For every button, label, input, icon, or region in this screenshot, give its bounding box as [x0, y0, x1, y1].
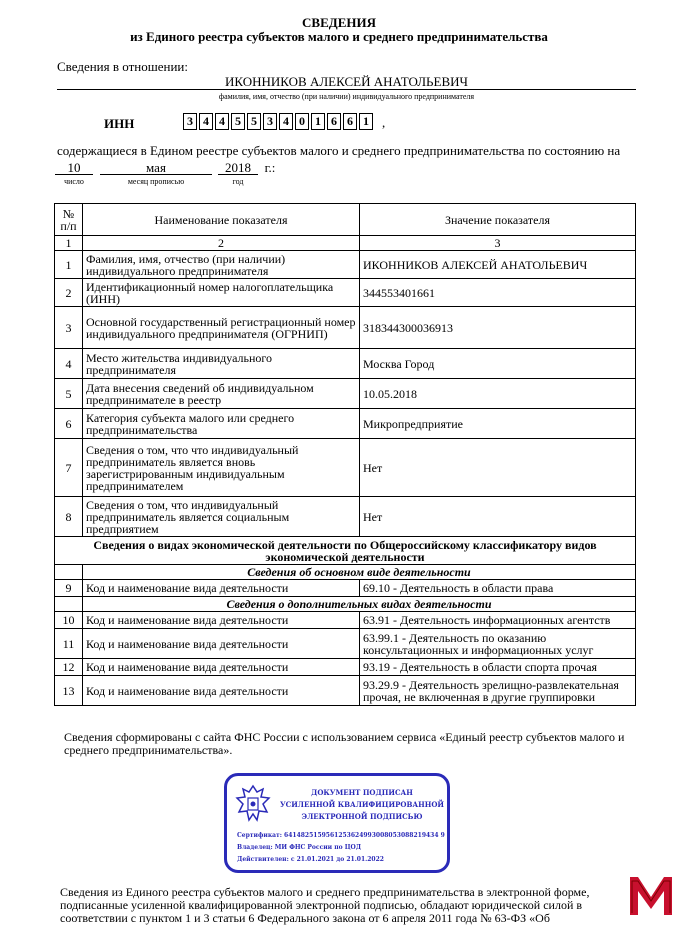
row-value: 63.99.1 - Деятельность по оказанию консультационных и информационных услуг	[360, 629, 636, 659]
table-row	[55, 629, 636, 659]
head-num: № п/п	[55, 204, 83, 236]
fio-value: ИКОННИКОВ АЛЕКСЕЙ АНАТОЛЬЕВИЧ	[225, 74, 468, 89]
stamp-line3: ЭЛЕКТРОННОЙ ПОДПИСЬЮ	[301, 812, 423, 821]
date-day-line	[55, 174, 93, 175]
stamp-owner: Владелец: МИ ФНС России по ЦОД	[237, 844, 362, 851]
date-row	[0, 160, 678, 190]
index-cell: 2	[83, 236, 360, 251]
table-row	[55, 204, 636, 236]
row-value: 69.10 - Деятельность в области права	[360, 580, 636, 597]
date-day: 10	[67, 160, 81, 175]
row-num: 2	[55, 279, 83, 307]
row-value: 93.19 - Деятельность в области спорта прочая	[360, 659, 636, 676]
date-month-line	[100, 174, 212, 175]
row-name: Место жительства индивидуального предпринимателя	[83, 349, 360, 379]
table-row	[55, 307, 636, 349]
table-row	[55, 612, 636, 629]
inn-digit-box: 4	[215, 113, 229, 130]
date-month-caption: месяц прописью	[127, 177, 185, 186]
emblem-icon	[233, 782, 273, 826]
head-name: Наименование показателя	[83, 204, 360, 236]
row-name: Код и наименование вида деятельности	[83, 659, 360, 676]
table-row	[55, 597, 636, 612]
row-name: Сведения о том, что индивидуальный предприниматель является социальным предприятием	[83, 497, 360, 537]
table-row	[55, 251, 636, 279]
inn-digit-box: 6	[327, 113, 341, 130]
inn-digit-box: 1	[359, 113, 373, 130]
table-row	[55, 409, 636, 439]
inn-digit-box: 4	[199, 113, 213, 130]
inn-comma: ,	[382, 115, 386, 130]
blank-num	[55, 597, 83, 612]
inn-digit-box: 4	[279, 113, 293, 130]
row-num: 8	[55, 497, 83, 537]
fio-caption: фамилия, имя, отчество (при наличии) индивидуального предпринимателя	[218, 92, 475, 101]
row-name: Код и наименование вида деятельности	[83, 580, 360, 597]
table-row	[55, 349, 636, 379]
inn-boxes	[183, 113, 375, 130]
row-name: Фамилия, имя, отчество (при наличии) индивидуального предпринимателя	[83, 251, 360, 279]
doc-title: СВЕДЕНИЯ	[302, 15, 376, 30]
row-value: Микропредприятие	[360, 409, 636, 439]
row-num: 11	[55, 629, 83, 659]
row-name: Дата внесения сведений об индивидуальном предпринимателе в реестр	[83, 379, 360, 409]
row-num: 9	[55, 580, 83, 597]
table-row	[55, 659, 636, 676]
row-name: Код и наименование вида деятельности	[83, 629, 360, 659]
inn-digit-box: 5	[231, 113, 245, 130]
table-row	[55, 497, 636, 537]
stamp-cert: Сертификат: 6414825159561253624993008053088219434 9	[237, 832, 445, 839]
row-value: Москва Город	[360, 349, 636, 379]
table-row	[55, 439, 636, 497]
table-row	[55, 580, 636, 597]
row-num: 1	[55, 251, 83, 279]
inn-digit-box: 3	[263, 113, 277, 130]
additional-activity-head: Сведения о дополнительных видах деятельности	[83, 597, 636, 612]
table-row	[55, 236, 636, 251]
doc-subtitle: из Единого реестра субъектов малого и среднего предпринимательства	[130, 29, 548, 44]
stamp-valid: Действителен: с 21.01.2021 до 21.01.2022	[237, 856, 384, 863]
row-num: 13	[55, 676, 83, 706]
row-value: Нет	[360, 497, 636, 537]
row-name: Сведения о том, что что индивидуальный предприниматель является вновь зарегистрированным индивидуальным предпринимателем	[83, 439, 360, 497]
inn-digit-box: 3	[183, 113, 197, 130]
respect-label: Сведения в отношении:	[57, 59, 188, 74]
inn-digit-box: 6	[343, 113, 357, 130]
row-num: 7	[55, 439, 83, 497]
footer-legal-note: Сведения из Единого реестра субъектов малого и среднего предпринимательства в электронной форме, подписанные усиленной квалифицированной электронной подписью, обладают юридической силой в соответствии с пунктом 1 и 3 статьи 6 Федерального закона от 6 апреля 2011 года № 63-ФЗ «Об	[60, 885, 590, 925]
row-value: 344553401661	[360, 279, 636, 307]
head-value: Значение показателя	[360, 204, 636, 236]
row-num: 6	[55, 409, 83, 439]
inn-digit-box: 1	[311, 113, 325, 130]
row-num: 5	[55, 379, 83, 409]
index-cell: 3	[360, 236, 636, 251]
row-value: 318344300036913	[360, 307, 636, 349]
row-num: 3	[55, 307, 83, 349]
row-name: Код и наименование вида деятельности	[83, 612, 360, 629]
stamp-line2: УСИЛЕННОЙ КВАЛИФИЦИРОВАННОЙ	[279, 800, 445, 809]
table-row	[55, 676, 636, 706]
date-year-caption: год	[232, 177, 244, 186]
date-suffix: г.:	[264, 160, 276, 175]
contained-text: содержащиеся в Едином реестре субъектов малого и среднего предпринимательства по состоянию на	[57, 143, 621, 158]
row-value: 63.91 - Деятельность информационных агентств	[360, 612, 636, 629]
blank-num	[55, 565, 83, 580]
inn-label: ИНН	[104, 116, 135, 131]
okved-section-head: Сведения о видах экономической деятельности по Общероссийскому классификатору видов экономической деятельности	[55, 537, 636, 565]
signature-stamp	[224, 773, 450, 873]
row-name: Категория субъекта малого или среднего предпринимательства	[83, 409, 360, 439]
table-row	[55, 537, 636, 565]
table-row	[55, 565, 636, 580]
row-value: 93.29.9 - Деятельность зрелищно-развлекательная прочая, не включенная в другие группировки	[360, 676, 636, 706]
table-row	[55, 279, 636, 307]
row-value: ИКОННИКОВ АЛЕКСЕЙ АНАТОЛЬЕВИЧ	[360, 251, 636, 279]
stamp-line1: ДОКУМЕНТ ПОДПИСАН	[311, 788, 413, 797]
row-name: Код и наименование вида деятельности	[83, 676, 360, 706]
footer-source-note: Сведения сформированы с сайта ФНС России с использованием сервиса «Единый реестр субъектов малого и среднего предпринимательства».	[64, 730, 625, 757]
fio-underline	[57, 89, 636, 90]
info-table	[54, 203, 636, 706]
row-value: Нет	[360, 439, 636, 497]
row-value: 10.05.2018	[360, 379, 636, 409]
inn-digit-box: 5	[247, 113, 261, 130]
inn-digit-box: 0	[295, 113, 309, 130]
index-cell: 1	[55, 236, 83, 251]
date-year: 2018	[225, 160, 251, 175]
row-name: Идентификационный номер налогоплательщика (ИНН)	[83, 279, 360, 307]
main-activity-head: Сведения об основном виде деятельности	[83, 565, 636, 580]
date-month: мая	[146, 160, 166, 175]
row-num: 10	[55, 612, 83, 629]
row-num: 12	[55, 659, 83, 676]
m-logo-icon	[628, 873, 674, 917]
table-row	[55, 379, 636, 409]
date-year-line	[218, 174, 258, 175]
date-day-caption: число	[64, 177, 84, 186]
row-name: Основной государственный регистрационный номер индивидуального предпринимателя (ОГРНИП)	[83, 307, 360, 349]
row-num: 4	[55, 349, 83, 379]
